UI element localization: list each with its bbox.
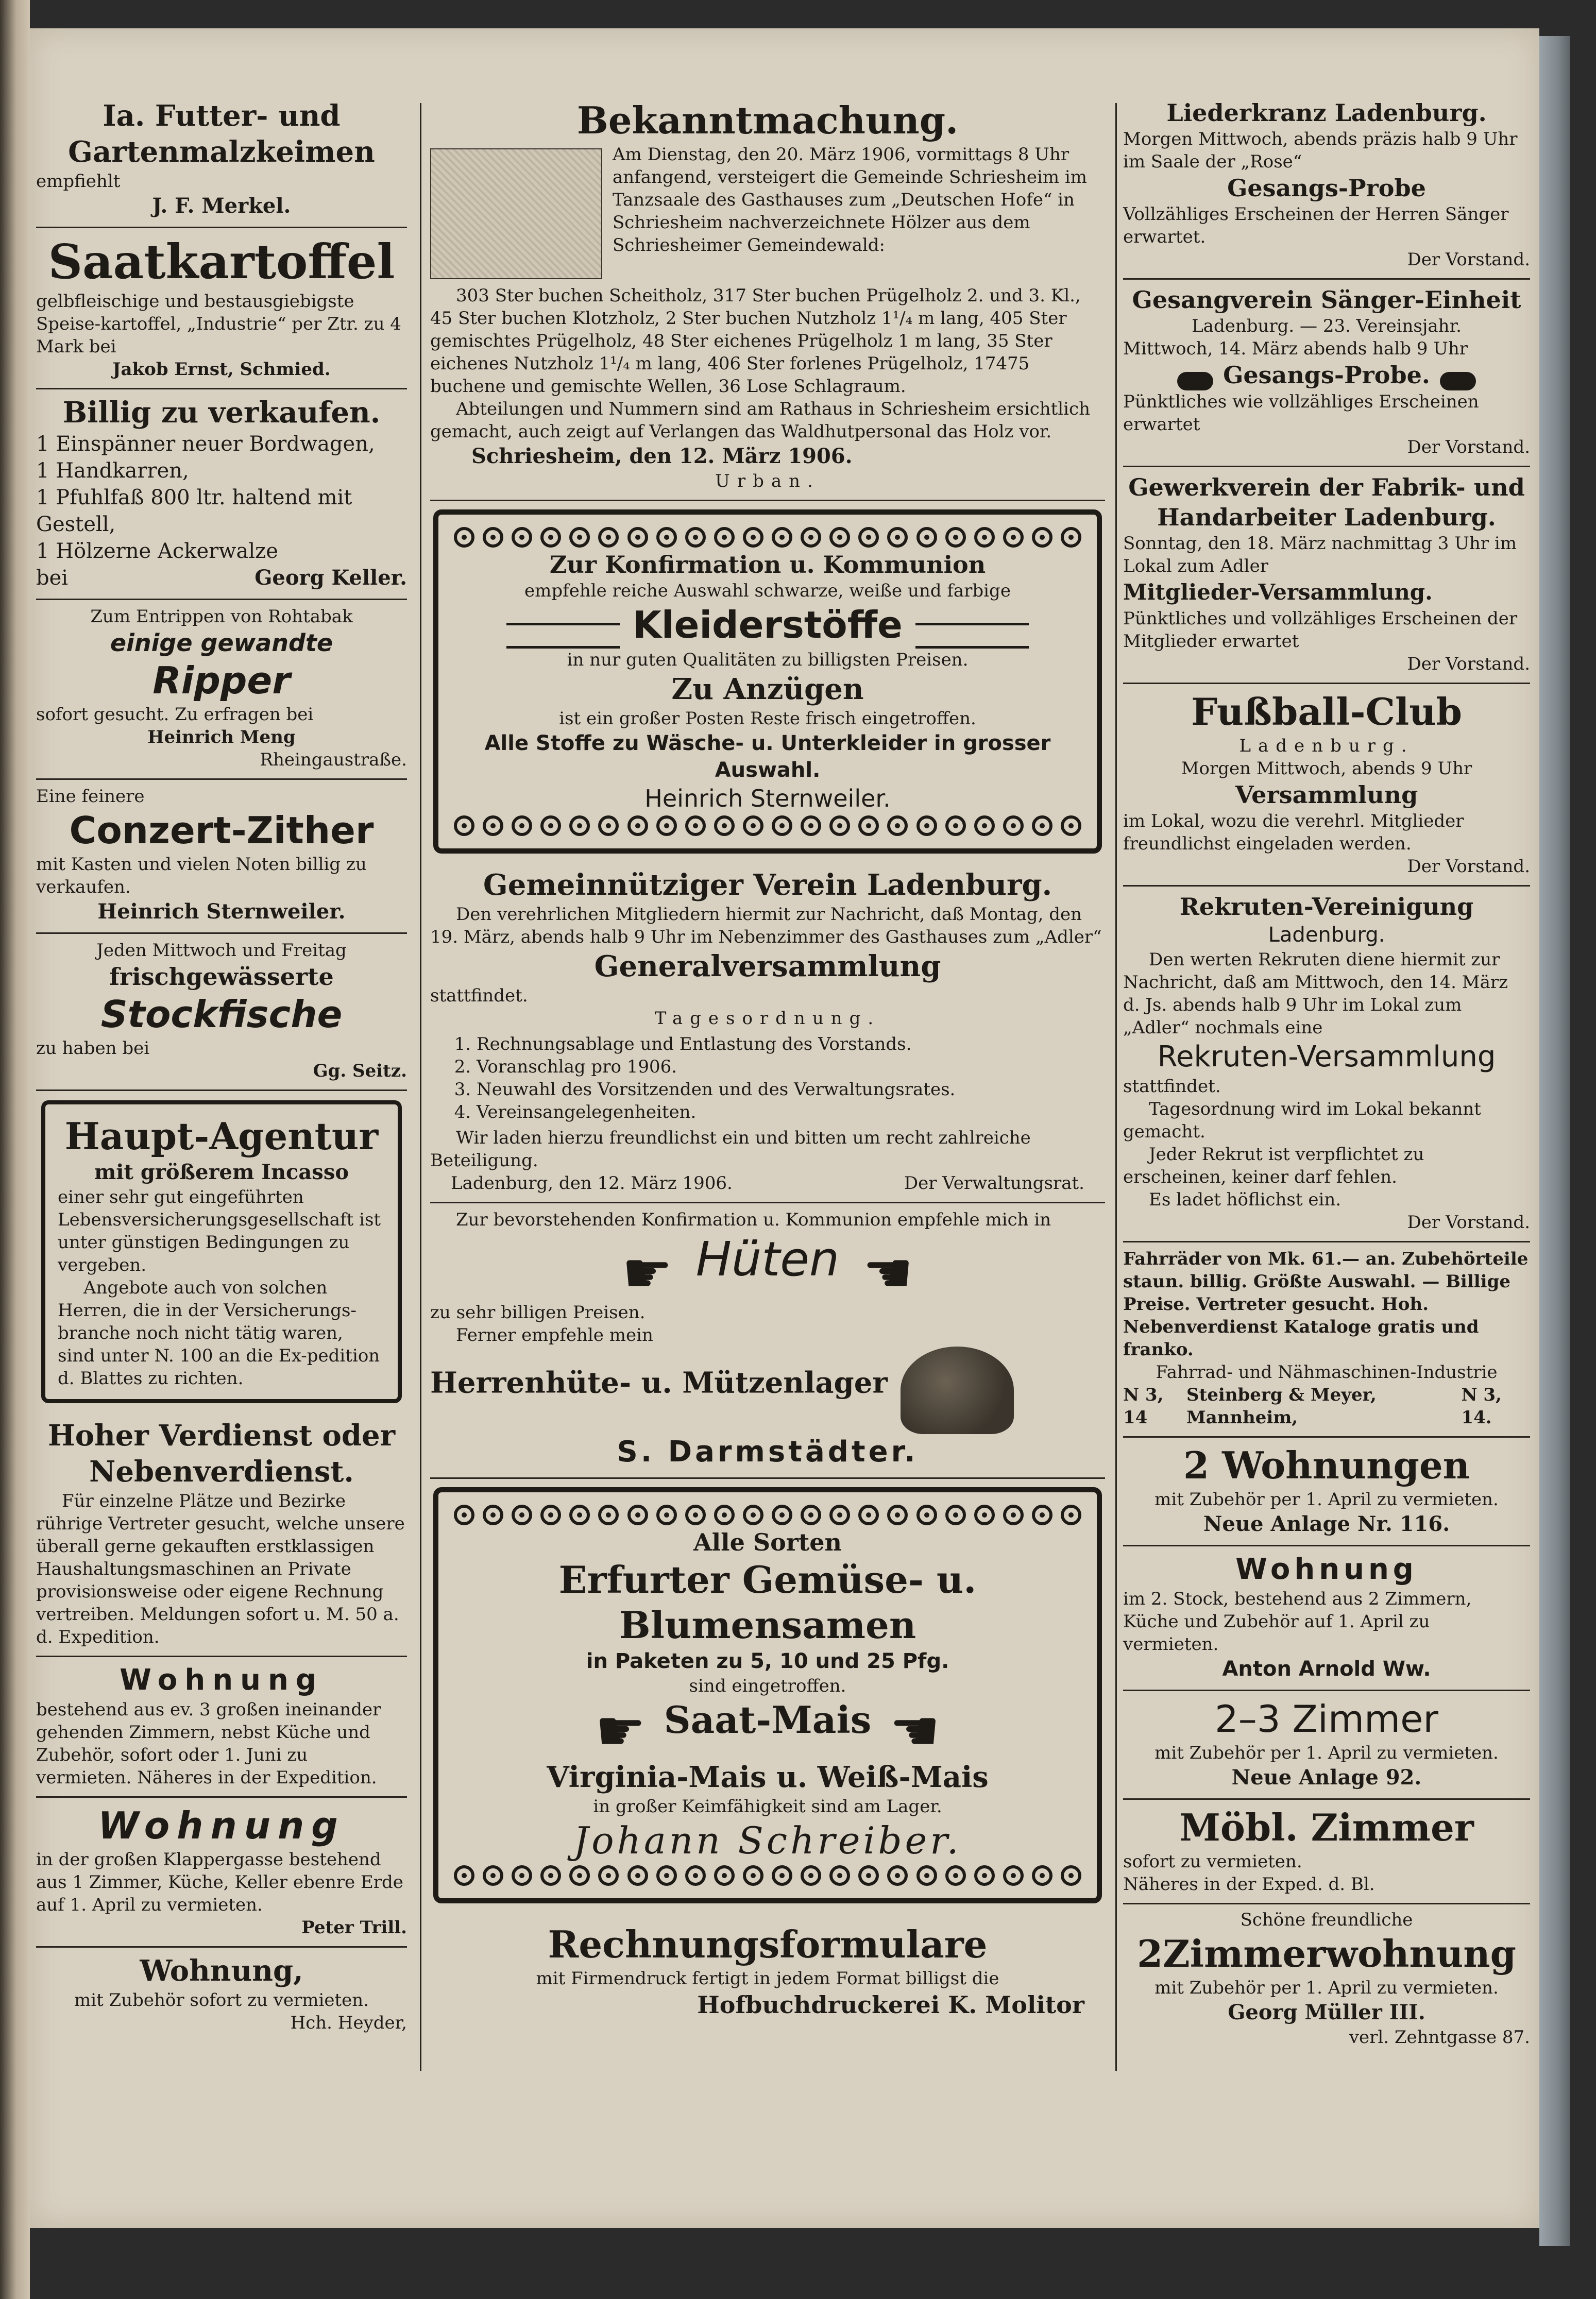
ad-text: Alle Stoffe zu Wäsche- u. Unterkleider in grosser Auswahl. — [484, 731, 1051, 782]
ad-signature: Hch. Heyder, — [290, 2013, 407, 2033]
list-item: 3. Neuwahl des Vorsitzenden und des Verwaltungsrates. — [477, 1078, 1105, 1101]
ad-text: zu sehr billigen Preisen. — [430, 1302, 646, 1323]
list-item: 1 Einspänner neuer Bordwagen, — [36, 432, 375, 456]
ad-text: Näheres in der Exped. d. Bl. — [1123, 1874, 1375, 1895]
ad-title: 2 Wohnungen — [1183, 1443, 1470, 1487]
ad-text: Tagesordnung wird im Lokal bekannt gemacht. — [1123, 1098, 1481, 1142]
ad-fussball-club — [1123, 684, 1530, 887]
ad-text: Den werten Rekruten diene hiermit zur Nachricht, daß am Mittwoch, den 14. März d. Js. abends halb 9 Uhr im Lokal zum „Adler“ nochmals eine — [1123, 949, 1508, 1038]
list-item: 1 Hölzerne Ackerwalze — [36, 539, 278, 563]
ad-2-wohnungen — [1123, 1438, 1530, 1546]
ad-text: Mittwoch, 14. März abends halb 9 Uhr — [1123, 338, 1468, 359]
ornament-icon — [1440, 372, 1476, 390]
ad-title: Gesangverein Sänger-Einheit — [1132, 286, 1521, 314]
ad-text: Vollzähliges Erscheinen der Herren Sänger erwartet. — [1123, 204, 1509, 247]
ad-text: Ladenburg. — [1239, 735, 1414, 756]
ad-subtitle: Gesangs-Probe — [1227, 174, 1426, 202]
ad-text: mit Zubehör sofort zu vermieten. — [74, 1990, 369, 2011]
ad-malzkeimen — [36, 93, 407, 228]
ad-signature: Urban. — [715, 471, 820, 491]
ad-text: Am Dienstag, den 20. März 1906, vormittags 8 Uhr anfangend, versteigert die Gemeinde Schriesheim im Tanzsaale des Gasthauses zum „Deutschen Hofe“ in Schriesheim nachverzeichnete Hölzer aus dem Schriesheimer Gemeindewald: — [613, 144, 1088, 256]
ad-text: im 2. Stock, bestehend aus 2 Zimmern, Küche und Zubehör auf 1. April zu vermieten. — [1123, 1588, 1472, 1655]
ad-text: bei — [36, 566, 69, 590]
ad-kleiderstoffe — [433, 509, 1102, 854]
ad-text: Sonntag, den 18. März nachmittag 3 Uhr im Lokal zum Adler — [1123, 533, 1517, 576]
ad-text: sofort gesucht. Zu erfragen bei — [36, 704, 314, 725]
right-column — [1123, 93, 1530, 2049]
ad-text: Zum Entrippen von Rohtabak — [90, 606, 353, 627]
ad-subtitle: Virginia-Mais u. Weiß-Mais — [547, 1760, 989, 1794]
ad-text: Morgen Mittwoch, abends präzis halb 9 Uhr im Saale der „Rose“ — [1123, 129, 1518, 172]
ad-title: 2–3 Zimmer — [1214, 1697, 1438, 1741]
ad-text: Angebote auch von solchen Herren, die in der Versicherungs-branche noch nicht tätig waren, sind unter N. 100 an die Ex-pedition d. Blattes zu richten. — [58, 1278, 380, 1389]
ad-title: Rechnungsformulare — [548, 1922, 988, 1966]
ad-text: einer sehr gut eingeführten Lebensversicherungsgesellschaft ist unter günstigen Bedingungen zu vergeben. — [58, 1187, 381, 1275]
ad-text: zu haben bei — [36, 1038, 150, 1059]
ad-text: Morgen Mittwoch, abends 9 Uhr — [1181, 758, 1472, 779]
ad-title: Erfurter Gemüse- u. Blumensamen — [558, 1558, 977, 1647]
ad-address: Rheingaustraße. — [260, 750, 407, 770]
dot-border — [454, 525, 1081, 550]
ad-title: Fußball-Club — [1191, 689, 1462, 734]
ad-subtitle: Versammlung — [1235, 780, 1418, 809]
ad-text: mit Zubehör per 1. April zu vermieten. — [1154, 1977, 1499, 1998]
ad-text: Jeden Mittwoch und Freitag — [96, 940, 347, 961]
ad-title: Wohnung — [1235, 1552, 1418, 1586]
ad-hueten — [430, 1203, 1105, 1479]
ad-subtitle: Rekruten-Versammlung — [1157, 1040, 1496, 1074]
ad-title: Gemeinnütziger Verein Ladenburg. — [483, 867, 1052, 902]
ad-text: Ladenburg. — 23. Vereinsjahr. — [1192, 316, 1462, 336]
list-item: 1 Handkarren, — [36, 459, 189, 483]
ad-title: Wohnung — [98, 1804, 345, 1847]
ad-wohnung-1 — [36, 1657, 407, 1798]
dot-border — [454, 813, 1081, 838]
ad-title: 2Zimmerwohnung — [1137, 1931, 1516, 1976]
ad-ripper — [36, 600, 407, 780]
ad-text: in nur guten Qualitäten zu billigsten Preisen. — [567, 649, 969, 670]
ad-signature: Georg Müller III. — [1228, 2000, 1425, 2024]
ad-text: Ferner empfehle mein — [456, 1325, 653, 1346]
ad-wohnung-2 — [36, 1798, 407, 1948]
agenda-list — [477, 1033, 1105, 1123]
ad-text: gelbfleischige und bestausgiebigste Speise-kartoffel, „Industrie“ per Ztr. zu 4 Mark bei — [36, 291, 401, 357]
ad-text: bestehend aus ev. 3 großen ineinander gehenden Zimmern, nebst Küche und Zubehör, sofort oder 1. Juni zu vermieten. Näheres in der Expedition. — [36, 1699, 381, 1788]
book-spine-left — [0, 0, 30, 2299]
ad-title: Wohnung — [120, 1663, 324, 1697]
ad-subtitle: Generalversammlung — [594, 949, 941, 983]
ad-subtitle: Mitglieder-Versammlung. — [1123, 579, 1433, 605]
ad-title: Conzert-Zither — [69, 809, 374, 852]
ad-title: Stockfische — [100, 993, 343, 1036]
ad-address: N 3, 14 — [1123, 1384, 1164, 1428]
pointing-hand-left-icon: ☚ — [862, 1240, 913, 1306]
ad-signature: Der Vorstand. — [1407, 436, 1530, 457]
decorative-lines — [915, 623, 1029, 649]
column-rule-right — [1115, 103, 1117, 2071]
ad-headline: Kleiderstöffe — [633, 603, 903, 646]
ad-zither — [36, 780, 407, 934]
ad-text: sofort zu vermieten. — [1123, 1851, 1302, 1872]
ad-billig-verkaufen — [36, 389, 407, 600]
ad-signature: Johann Schreiber. — [573, 1818, 962, 1862]
list-item: 4. Vereinsangelegenheiten. — [477, 1101, 1105, 1123]
ad-text: in Paketen zu 5, 10 und 25 Pfg. — [586, 1649, 949, 1673]
ad-saenger-einheit — [1123, 280, 1530, 467]
ad-subtitle: Alle Sorten — [693, 1528, 842, 1556]
ad-title: Hoher Verdienst oder Nebenverdienst. — [47, 1419, 396, 1489]
ad-rechnungsformulare — [430, 1912, 1105, 2020]
ad-text: stattfindet. — [1123, 1076, 1221, 1097]
ad-saatkartoffel — [36, 228, 407, 389]
ad-text: Abteilungen und Nummern sind am Rathaus in Schriesheim ersichtlich gemacht, auch zeigt auf Verlangen das Waldhutpersonal das Holz vor. — [430, 399, 1090, 442]
ad-gemeinnuetziger-verein — [430, 862, 1105, 1203]
ad-signature: Der Vorstand. — [1407, 1212, 1530, 1233]
ad-signature: Gg. Seitz. — [313, 1061, 407, 1081]
ad-address: N 3, 14. — [1461, 1384, 1502, 1428]
ad-text: in der großen Klappergasse bestehend aus 1 Zimmer, Küche, Keller ebenre Erde auf 1. April zu vermieten. — [36, 1849, 403, 1915]
ad-name: Heinrich Meng — [147, 727, 296, 747]
ad-title: Möbl. Zimmer — [1179, 1805, 1474, 1849]
ad-signature: S. Darmstädter. — [617, 1435, 919, 1469]
ad-title: Billig zu verkaufen. — [62, 396, 381, 430]
ad-text: Es ladet höflichst ein. — [1149, 1189, 1342, 1210]
left-column — [36, 93, 407, 2034]
ad-stockfische — [36, 934, 407, 1091]
ad-title: Haupt-Agentur — [64, 1114, 379, 1158]
ad-samen — [433, 1487, 1102, 1903]
ad-text: ist ein großer Posten Reste frisch eingetroffen. — [559, 708, 976, 729]
ad-title: Rekruten-Vereinigung — [1179, 892, 1474, 921]
ad-text: Pünktliches wie vollzähliges Erscheinen erwartet — [1123, 391, 1479, 435]
ad-text: Schöne freundliche — [1240, 1909, 1413, 1930]
ad-title: Wohnung, — [140, 1954, 303, 1988]
ad-title: Saatkartoffel — [48, 234, 395, 289]
list-item: 1. Rechnungsablage und Entlastung des Vorstands. — [477, 1033, 1105, 1055]
ad-title: Ripper — [152, 659, 291, 702]
ad-signature: Der Verwaltungsrat. — [904, 1172, 1084, 1194]
ad-date: Ladenburg, den 12. März 1906. — [451, 1172, 733, 1194]
ad-haupt-agentur — [41, 1100, 402, 1403]
ad-bekanntmachung — [430, 93, 1105, 501]
ad-signature: Heinrich Sternweiler. — [97, 899, 346, 924]
ad-text: Fahrrad- und Nähmaschinen-Industrie — [1156, 1361, 1498, 1383]
ad-headline: Saat-Mais — [664, 1698, 872, 1742]
pointing-hand-left-icon: ☚ — [889, 1697, 941, 1764]
ad-text: empfiehlt — [36, 171, 121, 192]
ad-title: Zur Konfirmation u. Kommunion — [549, 551, 986, 578]
ad-subtitle: frischgewässerte — [109, 963, 334, 991]
forest-illustration — [430, 148, 602, 279]
ad-signature: Neue Anlage Nr. 116. — [1203, 1511, 1450, 1536]
pointing-hand-right-icon: ☛ — [595, 1697, 646, 1764]
ad-signature: Heinrich Sternweiler. — [644, 784, 891, 812]
ad-address: verl. Zehntgasse 87. — [1349, 2026, 1530, 2048]
ad-subtitle: Herrenhüte- u. Mützenlager — [430, 1366, 888, 1400]
ad-signature: J. F. Merkel. — [152, 194, 291, 218]
ad-signature: Steinberg & Meyer, Mannheim, — [1186, 1384, 1377, 1428]
middle-column — [430, 93, 1105, 2020]
ad-headline: Hüten — [695, 1231, 840, 1287]
ad-text: 303 Ster buchen Scheitholz, 317 Ster buchen Prügelholz 2. und 3. Kl., 45 Ster buchen Klotzholz, 2 Ster buchen Nutzholz 1¹/₄ m lang, 405 Ster gemischtes Prügelholz, 48 Ster eichenes Prügelholz 1 m lang, 35 Ster eichenes Nutzholz 1¹/₄ m lang, 406 Ster forlenes Prügelholz, 17475 buchene und gemischte Wellen, 36 Lose Schlagraum. — [430, 285, 1081, 397]
ad-signature: Der Vorstand. — [1407, 249, 1530, 270]
ad-text: mit Zubehör per 1. April zu vermieten. — [1154, 1489, 1499, 1510]
ad-text: mit Kasten und vielen Noten billig zu verkaufen. — [36, 854, 367, 897]
ad-text: stattfindet. — [430, 985, 528, 1006]
ad-wohnung-right — [1123, 1546, 1530, 1691]
ad-date: Schriesheim, den 12. März 1906. — [471, 444, 853, 468]
ad-moebl-zimmer — [1123, 1800, 1530, 1904]
ad-text: Eine feinere — [36, 786, 145, 807]
ad-text: empfehle reiche Auswahl schwarze, weiße und farbige — [524, 581, 1011, 601]
ad-signature: Der Vorstand. — [1407, 856, 1530, 877]
ad-text: Den verehrlichen Mitgliedern hiermit zur Nachricht, daß Montag, den 19. März, abends halb 9 Uhr im Nebenzimmer des Gasthauses zum „Adler“ — [430, 904, 1102, 947]
ad-signature: Der Vorstand. — [1407, 653, 1530, 674]
agenda-title: Tagesordnung. — [654, 1008, 881, 1029]
ad-fahrraeder — [1123, 1242, 1530, 1438]
list-item: 2. Voranschlag pro 1906. — [477, 1055, 1105, 1078]
ad-rekruten — [1123, 887, 1530, 1242]
ad-signature: Anton Arnold Ww. — [1222, 1657, 1431, 1681]
ad-text: Jeder Rekrut ist verpflichtet zu erscheinen, keiner darf fehlen. — [1123, 1144, 1424, 1187]
ad-liederkranz — [1123, 93, 1530, 280]
ad-text: mit Firmendruck fertigt in jedem Format billigst die — [536, 1968, 999, 1989]
ad-signature: Hofbuchdruckerei K. Molitor — [697, 1990, 1084, 2019]
ad-2zimmerwohnung — [1123, 1904, 1530, 2049]
ad-text: sind eingetroffen. — [689, 1676, 846, 1696]
dot-border — [454, 1503, 1081, 1527]
list-item: 1 Pfuhlfaß 800 ltr. haltend mit Gestell, — [36, 486, 352, 536]
ad-subtitle: mit größerem Incasso — [94, 1160, 349, 1184]
ad-title: Liederkranz Ladenburg. — [1166, 99, 1487, 127]
ornament-icon — [1177, 372, 1213, 390]
ad-text: Fahrräder von Mk. 61.— an. Zubehörteile staun. billig. Größte Auswahl. — Billige Preise. Vertreter gesucht. Hoh. Nebenverdienst Kataloge gratis und franko. — [1123, 1248, 1529, 1360]
dot-border — [454, 1863, 1081, 1888]
ad-verdienst — [36, 1412, 407, 1657]
ad-gewerkverein — [1123, 467, 1530, 684]
ad-text: in großer Keimfähigkeit sind am Lager. — [593, 1796, 942, 1817]
book-edge-right — [1539, 36, 1570, 2246]
ad-2-3-zimmer — [1123, 1691, 1530, 1800]
hats-illustration — [901, 1347, 1014, 1434]
column-rule-left — [420, 103, 421, 2071]
ad-text: Für einzelne Plätze und Bezirke rührige Vertreter gesucht, welche unsere überall gerne gekauften erstklassigen Haushaltungsmaschinen an Private provisionsweise oder eigene Rechnung vertreiben. Meldungen sofort u. M. 50 a. d. Expedition. — [36, 1491, 405, 1647]
ad-text: Zur bevorstehenden Konfirmation u. Kommunion empfehle mich in — [456, 1209, 1051, 1230]
ad-text: Ladenburg. — [1268, 923, 1385, 947]
ad-text: Pünktliches und vollzähliges Erscheinen der Mitglieder erwartet — [1123, 608, 1518, 652]
ad-signature: Neue Anlage 92. — [1231, 1765, 1422, 1790]
ad-text: Wir laden hierzu freundlichst ein und bitten um recht zahlreiche Beteiligung. — [430, 1127, 1031, 1171]
ad-signature: Peter Trill. — [301, 1917, 407, 1938]
decorative-lines — [506, 623, 620, 649]
pointing-hand-right-icon: ☛ — [622, 1240, 673, 1306]
ad-title: Ia. Futter- und Gartenmalzkeimen — [68, 99, 375, 169]
ad-subtitle: einige gewandte — [110, 629, 333, 657]
ad-subtitle: Gesangs-Probe. — [1223, 361, 1430, 389]
ad-text: mit Zubehör per 1. April zu vermieten. — [1154, 1742, 1499, 1763]
ad-text: im Lokal, wozu die verehrl. Mitglieder freundlichst eingeladen werden. — [1123, 810, 1464, 854]
ad-title: Bekanntmachung. — [576, 98, 959, 142]
ad-wohnung-3 — [36, 1948, 407, 2034]
ad-signature: Georg Keller. — [254, 566, 407, 590]
ad-subtitle: Zu Anzügen — [671, 672, 864, 706]
ad-title: Gewerkverein der Fabrik- und Handarbeiter Ladenburg. — [1128, 473, 1525, 531]
ad-signature: Jakob Ernst, Schmied. — [112, 359, 331, 380]
